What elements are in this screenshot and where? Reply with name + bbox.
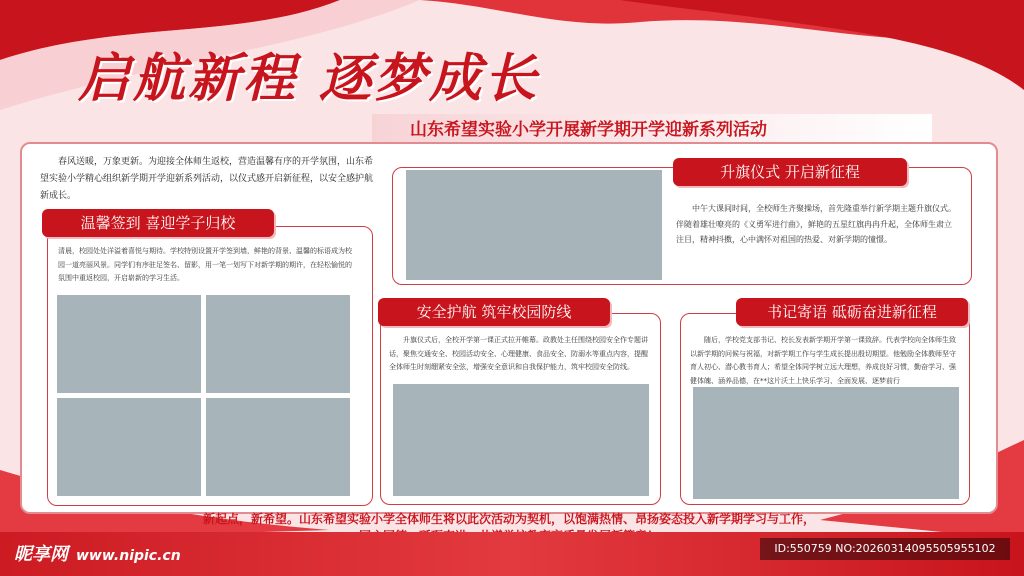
welcome-photo-1 bbox=[57, 295, 201, 393]
secretary-photo bbox=[693, 387, 959, 499]
intro-paragraph bbox=[40, 154, 378, 205]
watermark-logo bbox=[14, 540, 181, 566]
welcome-photo-2 bbox=[206, 295, 350, 393]
watermark-site-name: 昵享网 bbox=[14, 544, 68, 565]
welcome-photo-4 bbox=[206, 398, 350, 496]
intro-text: 春风送暖，万象更新。为迎接全体师生返校，营造温馨有序的开学氛围，山东希望实验小学精心组织新学期开学迎新系列活动，以仪式感开启新征程，以安全感护航新成长。 bbox=[40, 157, 374, 201]
welcome-photo-3 bbox=[57, 398, 201, 496]
page-subtitle: 山东希望实验小学开展新学期开学迎新系列活动 bbox=[410, 120, 767, 140]
welcome-title: 温馨签到 喜迎学子归校 bbox=[42, 209, 274, 237]
secretary-text: 随后，学校党支部书记、校长发表新学期开学第一课致辞。代表学校向全体师生致以新学期的问候与祝福，对新学期工作与学生成长提出殷切期望。他勉励全体教师坚守育人初心、潜心教书育人；希望全体同学树立远大理想，养成良好习惯，勤奋学习、强健体魄、涵养品德，在**这片沃土上快乐学习、全面发展、逐梦前行 bbox=[690, 336, 956, 385]
welcome-text: 清晨，校园处处洋溢着喜悦与期待。学校特别设置开学签到墙，鲜艳的背景、温馨的标语成为校园一道亮丽风景。同学们有序驻足签名、留影，用一笔一划写下对新学期的期许，在轻松愉悦的氛围中重返校园，开启崭新的学习生活。 bbox=[58, 247, 352, 282]
flag-text: 中午大课间时间，全校师生齐聚操场，首先隆重举行新学期主题升旗仪式。伴随着雄壮嘹亮的《义勇军进行曲》，鲜艳的五星红旗冉冉升起，全体师生肃立注目，精神抖擞，心中满怀对祖国的热爱、对新学期的憧憬。 bbox=[676, 204, 956, 244]
watermark-id: ID:550759 NO:20260314095505955102 bbox=[760, 538, 1010, 560]
footer-line-1: 新起点，新希望。山东希望实验小学全体师生将以此次活动为契机，以饱满热情、昂扬姿态投入新学期学习与工作， bbox=[202, 512, 815, 526]
safety-title: 安全护航 筑牢校园防线 bbox=[378, 298, 610, 326]
page-title: 启航新程 逐梦成长 bbox=[78, 48, 540, 109]
safety-photo bbox=[393, 384, 649, 496]
secretary-title: 书记寄语 砥砺奋进新征程 bbox=[736, 298, 968, 326]
flag-photo bbox=[406, 170, 662, 280]
watermark-url: www.nipic.cn bbox=[76, 548, 181, 564]
safety-text: 升旗仪式后，全校开学第一课正式拉开帷幕。政教处主任围绕校园安全作专题讲话，聚焦交通安全、校园活动安全、心理健康、食品安全、防溺水等重点内容，提醒全体师生时刻绷紧安全弦，增强安全意识和自我保护能力，筑牢校园安全防线。 bbox=[389, 336, 648, 371]
flag-title: 升旗仪式 开启新征程 bbox=[673, 158, 907, 186]
